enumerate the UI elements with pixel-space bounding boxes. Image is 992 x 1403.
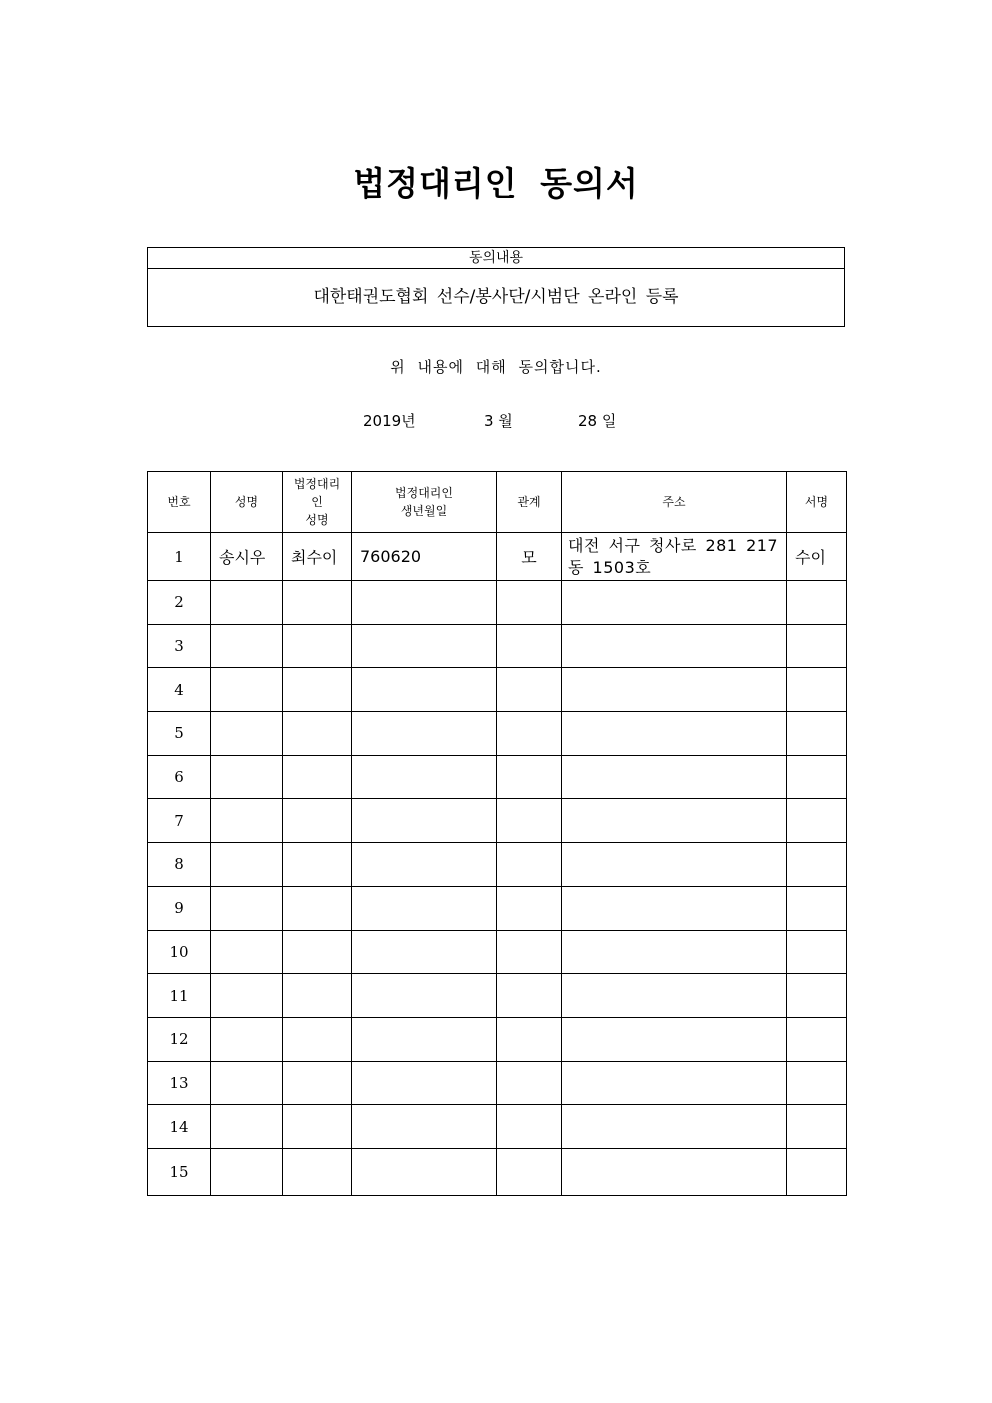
cell-guardian-name bbox=[283, 930, 352, 974]
cell-guardian-name bbox=[283, 1105, 352, 1149]
cell-name bbox=[211, 843, 283, 887]
table-row bbox=[148, 712, 847, 756]
cell-no: 14 bbox=[148, 1105, 211, 1149]
cell-no: 6 bbox=[148, 755, 211, 799]
header-guardian-name-line3: 성명 bbox=[305, 513, 329, 527]
cell-name bbox=[211, 886, 283, 930]
cell-signature bbox=[787, 974, 847, 1018]
cell-no: 7 bbox=[148, 799, 211, 843]
header-guardian-name-line1: 법정대리 bbox=[293, 477, 341, 491]
cell-relation bbox=[497, 886, 562, 930]
consent-header: 동의내용 bbox=[148, 248, 844, 269]
cell-signature bbox=[787, 1148, 847, 1195]
cell-address bbox=[562, 1061, 787, 1105]
cell-signature bbox=[787, 1105, 847, 1149]
cell-address bbox=[562, 974, 787, 1018]
cell-no: 3 bbox=[148, 624, 211, 668]
cell-guardian-name bbox=[283, 974, 352, 1018]
cell-name bbox=[211, 755, 283, 799]
cell-relation bbox=[497, 930, 562, 974]
cell-guardian-birth bbox=[352, 843, 497, 887]
cell-address: 대전 서구 청사로 281 217동 1503호 bbox=[562, 533, 787, 581]
cell-signature bbox=[787, 843, 847, 887]
cell-no: 10 bbox=[148, 930, 211, 974]
cell-signature bbox=[787, 581, 847, 625]
cell-address bbox=[562, 886, 787, 930]
cell-name bbox=[211, 581, 283, 625]
cell-guardian-birth bbox=[352, 930, 497, 974]
table-row bbox=[148, 1061, 847, 1105]
cell-relation bbox=[497, 1061, 562, 1105]
cell-guardian-birth bbox=[352, 755, 497, 799]
cell-no: 12 bbox=[148, 1017, 211, 1061]
cell-address bbox=[562, 930, 787, 974]
cell-address bbox=[562, 755, 787, 799]
cell-guardian-birth bbox=[352, 712, 497, 756]
cell-relation bbox=[497, 581, 562, 625]
consent-body: 대한태권도협회 선수/봉사단/시범단 온라인 등록 bbox=[313, 287, 679, 307]
table-row bbox=[148, 930, 847, 974]
cell-guardian-birth bbox=[352, 1061, 497, 1105]
table-row bbox=[148, 533, 847, 581]
cell-guardian-birth: 760620 bbox=[352, 533, 497, 581]
cell-signature bbox=[787, 624, 847, 668]
cell-guardian-name bbox=[283, 1061, 352, 1105]
cell-address bbox=[562, 624, 787, 668]
table-row bbox=[148, 668, 847, 712]
cell-no: 9 bbox=[148, 886, 211, 930]
cell-signature bbox=[787, 712, 847, 756]
cell-no: 4 bbox=[148, 668, 211, 712]
cell-guardian-birth bbox=[352, 1105, 497, 1149]
cell-name bbox=[211, 1148, 283, 1195]
table-row bbox=[148, 974, 847, 1018]
cell-relation bbox=[497, 755, 562, 799]
header-name: 성명 bbox=[211, 472, 283, 533]
cell-guardian-name bbox=[283, 799, 352, 843]
cell-guardian-birth bbox=[352, 799, 497, 843]
cell-guardian-name bbox=[283, 581, 352, 625]
cell-name bbox=[211, 624, 283, 668]
cell-guardian-birth bbox=[352, 624, 497, 668]
cell-name bbox=[211, 1017, 283, 1061]
table-row bbox=[148, 1105, 847, 1149]
consent-box bbox=[147, 247, 845, 327]
cell-signature bbox=[787, 930, 847, 974]
cell-relation bbox=[497, 843, 562, 887]
cell-address bbox=[562, 843, 787, 887]
table-row bbox=[148, 1148, 847, 1195]
cell-no: 8 bbox=[148, 843, 211, 887]
table-row bbox=[148, 1017, 847, 1061]
cell-name bbox=[211, 1061, 283, 1105]
date-month: 3 월 bbox=[484, 412, 513, 430]
cell-signature: 수이 bbox=[787, 533, 847, 581]
header-guardian-birth-line2: 생년월일 bbox=[400, 504, 448, 518]
cell-no: 13 bbox=[148, 1061, 211, 1105]
cell-signature bbox=[787, 886, 847, 930]
cell-address bbox=[562, 799, 787, 843]
cell-guardian-name: 최수이 bbox=[283, 533, 352, 581]
cell-address bbox=[562, 1017, 787, 1061]
cell-address bbox=[562, 581, 787, 625]
cell-guardian-name bbox=[283, 843, 352, 887]
table-row bbox=[148, 581, 847, 625]
cell-name bbox=[211, 799, 283, 843]
agree-statement: 위 내용에 대해 동의합니다. bbox=[390, 358, 602, 376]
cell-relation bbox=[497, 624, 562, 668]
registration-table-body bbox=[148, 472, 847, 1196]
cell-relation: 모 bbox=[497, 533, 562, 581]
cell-relation bbox=[497, 974, 562, 1018]
cell-guardian-name bbox=[283, 668, 352, 712]
cell-guardian-birth bbox=[352, 1017, 497, 1061]
cell-signature bbox=[787, 1017, 847, 1061]
cell-no: 2 bbox=[148, 581, 211, 625]
cell-name bbox=[211, 1105, 283, 1149]
cell-name bbox=[211, 712, 283, 756]
cell-guardian-name bbox=[283, 755, 352, 799]
cell-relation bbox=[497, 1017, 562, 1061]
cell-signature bbox=[787, 799, 847, 843]
header-relation: 관계 bbox=[497, 472, 562, 533]
cell-relation bbox=[497, 799, 562, 843]
cell-address bbox=[562, 712, 787, 756]
header-address: 주소 bbox=[562, 472, 787, 533]
table-row bbox=[148, 886, 847, 930]
table-row bbox=[148, 843, 847, 887]
table-row bbox=[148, 624, 847, 668]
cell-guardian-birth bbox=[352, 581, 497, 625]
cell-name bbox=[211, 974, 283, 1018]
date-year: 2019년 bbox=[363, 412, 416, 430]
header-guardian-birth bbox=[352, 472, 497, 533]
table-row bbox=[148, 799, 847, 843]
header-guardian-name-line2: 인 bbox=[311, 495, 323, 509]
cell-guardian-name bbox=[283, 624, 352, 668]
cell-guardian-birth bbox=[352, 1148, 497, 1195]
cell-relation bbox=[497, 1148, 562, 1195]
cell-guardian-birth bbox=[352, 886, 497, 930]
cell-name: 송시우 bbox=[211, 533, 283, 581]
cell-signature bbox=[787, 755, 847, 799]
cell-guardian-birth bbox=[352, 668, 497, 712]
cell-address bbox=[562, 668, 787, 712]
cell-no: 11 bbox=[148, 974, 211, 1018]
cell-no: 1 bbox=[148, 533, 211, 581]
cell-address bbox=[562, 1105, 787, 1149]
header-guardian-name bbox=[283, 472, 352, 533]
cell-relation bbox=[497, 668, 562, 712]
cell-signature bbox=[787, 1061, 847, 1105]
page-title: 법정대리인 동의서 bbox=[353, 164, 639, 203]
cell-address bbox=[562, 1148, 787, 1195]
date-day: 28 일 bbox=[578, 412, 617, 430]
cell-guardian-name bbox=[283, 712, 352, 756]
cell-guardian-name bbox=[283, 1148, 352, 1195]
cell-relation bbox=[497, 712, 562, 756]
header-guardian-birth-line1: 법정대리인 bbox=[395, 486, 453, 500]
header-signature: 서명 bbox=[787, 472, 847, 533]
cell-guardian-name bbox=[283, 1017, 352, 1061]
cell-signature bbox=[787, 668, 847, 712]
cell-no: 5 bbox=[148, 712, 211, 756]
registration-table bbox=[147, 471, 847, 1196]
cell-no: 15 bbox=[148, 1148, 211, 1195]
table-row bbox=[148, 755, 847, 799]
cell-name bbox=[211, 668, 283, 712]
table-header-row bbox=[148, 472, 847, 533]
cell-guardian-name bbox=[283, 886, 352, 930]
cell-guardian-birth bbox=[352, 974, 497, 1018]
cell-relation bbox=[497, 1105, 562, 1149]
cell-name bbox=[211, 930, 283, 974]
header-no: 번호 bbox=[148, 472, 211, 533]
